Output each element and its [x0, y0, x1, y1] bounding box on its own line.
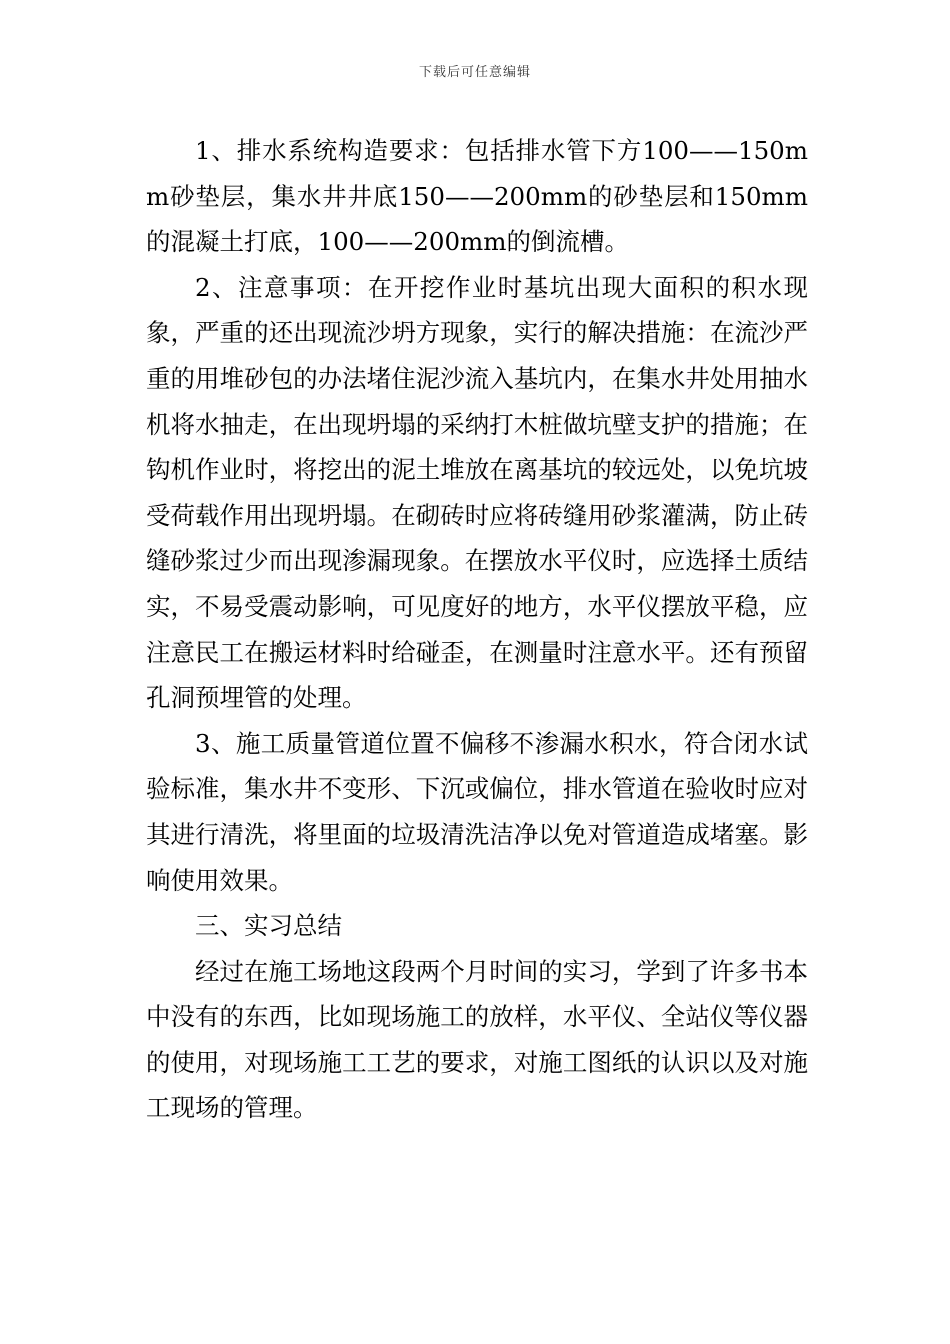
paragraph-precautions: 2、注意事项：在开挖作业时基坑出现大面积的积水现象，严重的还出现流沙坍方现象，实行的解决措施：在流沙严重的用堆砂包的办法堵住泥沙流入基坑内，在集水井处用抽水机将水抽走，在出现坍塌的采纳打木桩做坑壁支护的措施；在钩机作业时，将挖出的泥土堆放在离基坑的较远处，以免坑坡受荷载作用出现坍塌。在砌砖时应将砖缝用砂浆灌满，防止砖缝砂浆过少而出现渗漏现象。在摆放水平仪时，应选择土质结实，不易受震动影响，可见度好的地方，水平仪摆放平稳，应注意民工在搬运材料时给碰歪，在测量时注意水平。还有预留孔洞预埋管的处理。 [146, 272, 808, 713]
paragraph-drainage-requirements: 1、排水系统构造要求：包括排水管下方100——150mm砂垫层，集水井井底150——200mm的砂垫层和150mm的混凝土打底，100——200mm的倒流槽。 [146, 136, 808, 257]
paragraph-summary: 经过在施工场地这段两个月时间的实习，学到了许多书本中没有的东西，比如现场施工的放样，水平仪、全站仪等仪器的使用，对现场施工工艺的要求，对施工图纸的认识以及对施工现场的管理。 [146, 956, 808, 1123]
paragraph-quality: 3、施工质量管道位置不偏移不渗漏水积水，符合闭水试验标准，集水井不变形、下沉或偏位，排水管道在验收时应对其进行清洗，将里面的垃圾清洗洁净以免对管道造成堵塞。影响使用效果。 [146, 728, 808, 895]
header-note: 下载后可任意编辑 [418, 65, 531, 80]
section-heading-summary: 三、实习总结 [195, 911, 342, 941]
document-body [146, 128, 808, 1131]
